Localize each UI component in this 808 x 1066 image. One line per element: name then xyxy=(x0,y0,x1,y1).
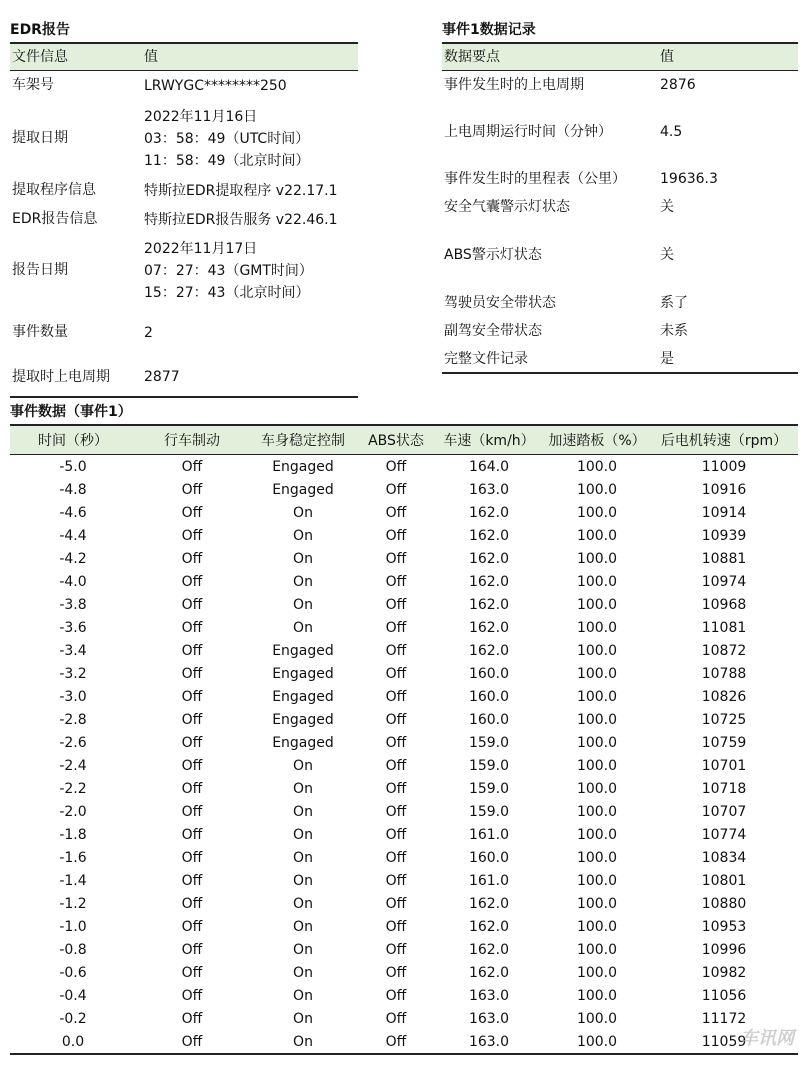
cell-time: -3.2 xyxy=(59,665,87,682)
event-data-row xyxy=(10,846,798,869)
event1-record-label: 副驾安全带状态 xyxy=(444,323,542,339)
event-data-row xyxy=(10,823,798,846)
cell-stability-control: Engaged xyxy=(272,642,334,659)
file-info-value xyxy=(142,101,358,177)
file-info-value xyxy=(142,71,358,101)
cell-abs-status: Off xyxy=(385,941,407,958)
cell-time: -1.8 xyxy=(59,826,87,843)
cell-time: -0.2 xyxy=(59,1010,87,1027)
cell-accelerator-pedal: 100.0 xyxy=(576,458,618,475)
cell-rear-motor-rpm: 10881 xyxy=(701,550,747,567)
cell-abs-status: Off xyxy=(385,849,407,866)
file-info-value xyxy=(142,177,358,205)
event1-record-value: 关 xyxy=(660,247,674,263)
cell-rear-motor-rpm: 10826 xyxy=(701,688,747,705)
cell-vehicle-speed: 159.0 xyxy=(468,734,510,751)
cell-stability-control: Engaged xyxy=(272,665,334,682)
event-data-row xyxy=(10,708,798,731)
cell-abs-status: Off xyxy=(385,527,407,544)
file-info-value xyxy=(142,205,358,235)
cell-stability-control: On xyxy=(293,964,313,981)
cell-accelerator-pedal: 100.0 xyxy=(576,849,618,866)
cell-accelerator-pedal: 100.0 xyxy=(576,872,618,889)
cell-rear-motor-rpm: 10872 xyxy=(701,642,747,659)
file-info-table xyxy=(10,42,358,398)
file-info-value-line: 07：27：43（GMT时间） xyxy=(144,262,313,279)
cell-vehicle-speed: 159.0 xyxy=(468,780,510,797)
event1-record-value: 未系 xyxy=(660,323,688,339)
header-rear-motor-rpm: 后电机转速（rpm） xyxy=(650,425,798,455)
cell-rear-motor-rpm: 10725 xyxy=(701,711,747,728)
file-info-value xyxy=(142,235,358,307)
cell-rear-motor-rpm: 11059 xyxy=(650,1030,798,1054)
cell-abs-status: Off xyxy=(385,1010,407,1027)
cell-abs-status: Off xyxy=(385,550,407,567)
event-data-row xyxy=(10,938,798,961)
event1-record-row xyxy=(442,291,798,317)
cell-abs-status: Off xyxy=(385,872,407,889)
cell-vehicle-speed: 162.0 xyxy=(468,895,510,912)
cell-accelerator-pedal: 100.0 xyxy=(576,504,618,521)
cell-rear-motor-rpm: 10834 xyxy=(701,849,747,866)
cell-abs-status: Off xyxy=(385,458,407,475)
cell-service-brake: Off xyxy=(181,780,203,797)
cell-service-brake: Off xyxy=(181,849,203,866)
event-data-row xyxy=(10,892,798,915)
event-data-panel xyxy=(10,402,798,1055)
cell-accelerator-pedal: 100.0 xyxy=(576,1010,618,1027)
cell-accelerator-pedal: 100.0 xyxy=(576,780,618,797)
cell-stability-control: On xyxy=(293,803,313,820)
cell-rear-motor-rpm: 10774 xyxy=(701,826,747,843)
file-info-row xyxy=(10,177,358,205)
cell-accelerator-pedal: 100.0 xyxy=(544,1030,650,1054)
cell-abs-status: Off xyxy=(385,504,407,521)
event-data-row xyxy=(10,1007,798,1030)
file-info-row xyxy=(10,307,358,359)
cell-accelerator-pedal: 100.0 xyxy=(576,527,618,544)
event-data-row xyxy=(10,639,798,662)
cell-stability-control: On xyxy=(293,527,313,544)
cell-vehicle-speed: 162.0 xyxy=(468,941,510,958)
event-data-row xyxy=(10,754,798,777)
event-data-row xyxy=(10,547,798,570)
event-data-row xyxy=(10,685,798,708)
cell-time: -1.6 xyxy=(59,849,87,866)
cell-accelerator-pedal: 100.0 xyxy=(576,688,618,705)
cell-vehicle-speed: 161.0 xyxy=(468,872,510,889)
cell-time: -4.6 xyxy=(59,504,87,521)
cell-rear-motor-rpm: 10801 xyxy=(701,872,747,889)
cell-rear-motor-rpm: 10701 xyxy=(701,757,747,774)
cell-time: -2.0 xyxy=(59,803,87,820)
cell-abs-status: Off xyxy=(385,711,407,728)
cell-vehicle-speed: 161.0 xyxy=(468,826,510,843)
cell-time: -5.0 xyxy=(59,458,87,475)
cell-accelerator-pedal: 100.0 xyxy=(576,711,618,728)
file-info-label: 提取日期 xyxy=(12,130,68,146)
cell-vehicle-speed: 162.0 xyxy=(468,964,510,981)
file-info-label: EDR报告信息 xyxy=(12,211,98,227)
cell-time: 0.0 xyxy=(10,1030,136,1054)
header-accelerator-pedal: 加速踏板（%） xyxy=(544,425,650,455)
event-data-header-row xyxy=(10,425,798,455)
cell-stability-control: On xyxy=(293,619,313,636)
cell-rear-motor-rpm: 10953 xyxy=(701,918,747,935)
cell-accelerator-pedal: 100.0 xyxy=(576,665,618,682)
event-data-row xyxy=(10,616,798,639)
cell-vehicle-speed: 160.0 xyxy=(468,711,510,728)
edr-report-panel xyxy=(10,20,358,398)
event1-record-row xyxy=(442,317,798,347)
event1-record-row xyxy=(442,71,798,101)
event1-record-header-row xyxy=(442,43,798,71)
file-info-value-line: 15：27：43（北京时间） xyxy=(144,284,310,301)
cell-accelerator-pedal: 100.0 xyxy=(576,803,618,820)
cell-abs-status: Off xyxy=(385,619,407,636)
header-service-brake: 行车制动 xyxy=(136,425,248,455)
cell-rear-motor-rpm: 10996 xyxy=(701,941,747,958)
file-info-value-line: 2 xyxy=(144,324,153,341)
cell-rear-motor-rpm: 11056 xyxy=(701,987,747,1004)
event-data-row xyxy=(10,524,798,547)
file-info-label: 事件数量 xyxy=(12,324,68,340)
cell-time: -4.8 xyxy=(59,481,87,498)
cell-vehicle-speed: 162.0 xyxy=(468,642,510,659)
event1-record-table xyxy=(442,42,798,374)
event1-record-value: 4.5 xyxy=(660,124,683,140)
event-data-table xyxy=(10,424,798,1055)
cell-time: -3.6 xyxy=(59,619,87,636)
cell-abs-status: Off xyxy=(385,734,407,751)
header-value: 值 xyxy=(658,43,798,71)
cell-stability-control: Engaged xyxy=(272,481,334,498)
header-abs-status: ABS状态 xyxy=(358,425,434,455)
cell-service-brake: Off xyxy=(181,711,203,728)
cell-stability-control: On xyxy=(293,550,313,567)
cell-time: -0.4 xyxy=(59,987,87,1004)
cell-stability-control: On xyxy=(293,872,313,889)
event1-record-row xyxy=(442,221,798,291)
event1-record-title: 事件1数据记录 xyxy=(442,22,536,38)
cell-time: -1.0 xyxy=(59,918,87,935)
cell-accelerator-pedal: 100.0 xyxy=(576,757,618,774)
cell-time: -4.0 xyxy=(59,573,87,590)
cell-time: -1.2 xyxy=(59,895,87,912)
event-data-row xyxy=(10,961,798,984)
file-info-value-line: LRWYGC********250 xyxy=(144,77,287,94)
cell-vehicle-speed: 163.0 xyxy=(434,1030,544,1054)
event1-record-label: 安全气囊警示灯状态 xyxy=(444,199,570,215)
edr-report-title: EDR报告 xyxy=(10,22,70,38)
cell-service-brake: Off xyxy=(181,527,203,544)
file-info-label: 报告日期 xyxy=(12,262,68,278)
cell-abs-status: Off xyxy=(385,987,407,1004)
cell-vehicle-speed: 160.0 xyxy=(468,849,510,866)
cell-accelerator-pedal: 100.0 xyxy=(576,918,618,935)
cell-accelerator-pedal: 100.0 xyxy=(576,619,618,636)
cell-vehicle-speed: 162.0 xyxy=(468,527,510,544)
event-data-row xyxy=(10,777,798,800)
file-info-row xyxy=(10,235,358,307)
cell-vehicle-speed: 160.0 xyxy=(468,665,510,682)
cell-stability-control: On xyxy=(293,504,313,521)
cell-service-brake: Off xyxy=(181,596,203,613)
file-info-label: 车架号 xyxy=(12,77,54,94)
cell-vehicle-speed: 159.0 xyxy=(468,803,510,820)
file-info-row xyxy=(10,101,358,177)
cell-rear-motor-rpm: 10916 xyxy=(701,481,747,498)
event-data-row xyxy=(10,455,798,479)
header-value: 值 xyxy=(142,43,358,71)
cell-stability-control: On xyxy=(293,849,313,866)
cell-vehicle-speed: 162.0 xyxy=(468,619,510,636)
file-info-row xyxy=(10,205,358,235)
cell-vehicle-speed: 164.0 xyxy=(468,458,510,475)
event-data-row xyxy=(10,915,798,938)
cell-time: -0.8 xyxy=(59,941,87,958)
cell-accelerator-pedal: 100.0 xyxy=(576,596,618,613)
cell-service-brake: Off xyxy=(181,941,203,958)
cell-abs-status: Off xyxy=(385,918,407,935)
event-data-row xyxy=(10,984,798,1007)
cell-stability-control: On xyxy=(248,1030,358,1054)
cell-service-brake: Off xyxy=(181,1010,203,1027)
event-data-title: 事件数据（事件1） xyxy=(10,404,132,420)
cell-service-brake: Off xyxy=(181,550,203,567)
cell-rear-motor-rpm: 10718 xyxy=(701,780,747,797)
cell-stability-control: On xyxy=(293,757,313,774)
cell-stability-control: On xyxy=(293,895,313,912)
cell-time: -3.4 xyxy=(59,642,87,659)
cell-abs-status: Off xyxy=(385,665,407,682)
cell-stability-control: On xyxy=(293,1010,313,1027)
cell-vehicle-speed: 163.0 xyxy=(468,481,510,498)
file-info-label: 提取时上电周期 xyxy=(10,359,142,397)
cell-service-brake: Off xyxy=(181,918,203,935)
cell-service-brake: Off xyxy=(181,987,203,1004)
cell-stability-control: Engaged xyxy=(272,458,334,475)
event1-record-label: 完整文件记录 xyxy=(442,347,658,373)
cell-stability-control: On xyxy=(293,596,313,613)
cell-accelerator-pedal: 100.0 xyxy=(576,550,618,567)
header-stability-control: 车身稳定控制 xyxy=(248,425,358,455)
cell-service-brake: Off xyxy=(181,964,203,981)
cell-rear-motor-rpm: 11009 xyxy=(701,458,747,475)
cell-service-brake: Off xyxy=(181,642,203,659)
event1-record-row xyxy=(442,195,798,221)
cell-accelerator-pedal: 100.0 xyxy=(576,481,618,498)
file-info-value-line: 03：58：49（UTC时间） xyxy=(144,130,310,147)
event-data-row xyxy=(10,869,798,892)
file-info-value-line: 特斯拉EDR报告服务 v22.46.1 xyxy=(144,211,338,228)
cell-abs-status: Off xyxy=(358,1030,434,1054)
event1-record-panel xyxy=(442,20,798,374)
cell-vehicle-speed: 163.0 xyxy=(468,987,510,1004)
cell-stability-control: Engaged xyxy=(272,711,334,728)
cell-service-brake: Off xyxy=(181,665,203,682)
cell-accelerator-pedal: 100.0 xyxy=(576,573,618,590)
cell-abs-status: Off xyxy=(385,688,407,705)
cell-time: -2.6 xyxy=(59,734,87,751)
cell-abs-status: Off xyxy=(385,481,407,498)
cell-rear-motor-rpm: 10914 xyxy=(701,504,747,521)
cell-stability-control: On xyxy=(293,573,313,590)
cell-time: -2.8 xyxy=(59,711,87,728)
watermark-logo: 车讯网 xyxy=(740,1028,794,1049)
file-info-row xyxy=(10,71,358,101)
cell-rear-motor-rpm: 10788 xyxy=(701,665,747,682)
cell-rear-motor-rpm: 10982 xyxy=(701,964,747,981)
cell-stability-control: On xyxy=(293,941,313,958)
cell-abs-status: Off xyxy=(385,642,407,659)
event1-record-value: 19636.3 xyxy=(660,171,718,187)
cell-stability-control: Engaged xyxy=(272,688,334,705)
header-file-info: 文件信息 xyxy=(10,43,142,71)
cell-rear-motor-rpm: 10974 xyxy=(701,573,747,590)
cell-service-brake: Off xyxy=(181,458,203,475)
cell-vehicle-speed: 162.0 xyxy=(468,550,510,567)
cell-vehicle-speed: 162.0 xyxy=(468,504,510,521)
file-info-row xyxy=(10,359,358,397)
cell-stability-control: On xyxy=(293,987,313,1004)
cell-vehicle-speed: 159.0 xyxy=(468,757,510,774)
cell-rear-motor-rpm: 10880 xyxy=(701,895,747,912)
cell-abs-status: Off xyxy=(385,780,407,797)
cell-rear-motor-rpm: 10707 xyxy=(701,803,747,820)
file-info-value-line: 2877 xyxy=(144,369,180,385)
cell-vehicle-speed: 162.0 xyxy=(468,918,510,935)
event-data-row xyxy=(10,1030,798,1054)
cell-service-brake: Off xyxy=(136,1030,248,1054)
event1-record-row xyxy=(442,347,798,373)
event1-record-label: 上电周期运行时间（分钟） xyxy=(444,124,612,140)
cell-abs-status: Off xyxy=(385,573,407,590)
cell-service-brake: Off xyxy=(181,619,203,636)
event-data-row xyxy=(10,800,798,823)
cell-abs-status: Off xyxy=(385,964,407,981)
event-data-row xyxy=(10,593,798,616)
cell-service-brake: Off xyxy=(181,895,203,912)
cell-time: -0.6 xyxy=(59,964,87,981)
cell-service-brake: Off xyxy=(181,757,203,774)
file-info-label: 提取程序信息 xyxy=(12,182,96,198)
cell-stability-control: On xyxy=(293,918,313,935)
cell-accelerator-pedal: 100.0 xyxy=(576,642,618,659)
event1-record-value: 2876 xyxy=(660,77,696,94)
cell-service-brake: Off xyxy=(181,803,203,820)
cell-accelerator-pedal: 100.0 xyxy=(576,941,618,958)
cell-rear-motor-rpm: 11172 xyxy=(701,1010,747,1027)
cell-time: -3.0 xyxy=(59,688,87,705)
cell-service-brake: Off xyxy=(181,688,203,705)
event-data-row xyxy=(10,501,798,524)
cell-vehicle-speed: 160.0 xyxy=(468,688,510,705)
cell-time: -3.8 xyxy=(59,596,87,613)
cell-abs-status: Off xyxy=(385,596,407,613)
cell-time: -1.4 xyxy=(59,872,87,889)
cell-stability-control: On xyxy=(293,780,313,797)
cell-vehicle-speed: 162.0 xyxy=(468,596,510,613)
cell-service-brake: Off xyxy=(181,573,203,590)
file-info-value xyxy=(142,359,358,397)
cell-abs-status: Off xyxy=(385,895,407,912)
file-info-value xyxy=(142,307,358,359)
header-data-point: 数据要点 xyxy=(442,43,658,71)
cell-stability-control: Engaged xyxy=(272,734,334,751)
event1-record-label: 事件发生时的上电周期 xyxy=(444,77,584,94)
event1-record-row xyxy=(442,165,798,195)
file-info-value-line: 2022年11月17日 xyxy=(144,240,258,257)
cell-service-brake: Off xyxy=(181,872,203,889)
file-info-value-line: 2022年11月16日 xyxy=(144,108,258,125)
event-data-row xyxy=(10,662,798,685)
event1-record-value: 系了 xyxy=(660,295,688,311)
cell-time: -2.4 xyxy=(59,757,87,774)
event1-record-row xyxy=(442,101,798,165)
event1-record-label: 驾驶员安全带状态 xyxy=(444,295,556,311)
event-data-row xyxy=(10,478,798,501)
event1-record-value: 关 xyxy=(660,199,674,215)
cell-time: -2.2 xyxy=(59,780,87,797)
event1-record-label: ABS警示灯状态 xyxy=(444,247,542,263)
cell-abs-status: Off xyxy=(385,803,407,820)
cell-rear-motor-rpm: 10939 xyxy=(701,527,747,544)
cell-accelerator-pedal: 100.0 xyxy=(576,734,618,751)
cell-accelerator-pedal: 100.0 xyxy=(576,826,618,843)
cell-abs-status: Off xyxy=(385,826,407,843)
cell-accelerator-pedal: 100.0 xyxy=(576,895,618,912)
cell-stability-control: On xyxy=(293,826,313,843)
file-info-header-row xyxy=(10,43,358,71)
cell-abs-status: Off xyxy=(385,757,407,774)
cell-accelerator-pedal: 100.0 xyxy=(576,964,618,981)
header-time: 时间（秒） xyxy=(10,425,136,455)
cell-vehicle-speed: 163.0 xyxy=(468,1010,510,1027)
cell-rear-motor-rpm: 11081 xyxy=(701,619,747,636)
cell-service-brake: Off xyxy=(181,504,203,521)
cell-time: -4.2 xyxy=(59,550,87,567)
cell-rear-motor-rpm: 10968 xyxy=(701,596,747,613)
event1-record-label: 事件发生时的里程表（公里） xyxy=(444,171,626,187)
event-data-row xyxy=(10,570,798,593)
event1-record-value: 是 xyxy=(658,347,798,373)
cell-service-brake: Off xyxy=(181,481,203,498)
file-info-value-line: 特斯拉EDR提取程序 v22.17.1 xyxy=(144,182,338,199)
cell-time: -4.4 xyxy=(59,527,87,544)
cell-service-brake: Off xyxy=(181,734,203,751)
header-vehicle-speed: 车速（km/h） xyxy=(434,425,544,455)
cell-service-brake: Off xyxy=(181,826,203,843)
cell-vehicle-speed: 162.0 xyxy=(468,573,510,590)
cell-rear-motor-rpm: 10759 xyxy=(701,734,747,751)
cell-accelerator-pedal: 100.0 xyxy=(576,987,618,1004)
file-info-value-line: 11：58：49（北京时间） xyxy=(144,152,310,169)
event-data-row xyxy=(10,731,798,754)
